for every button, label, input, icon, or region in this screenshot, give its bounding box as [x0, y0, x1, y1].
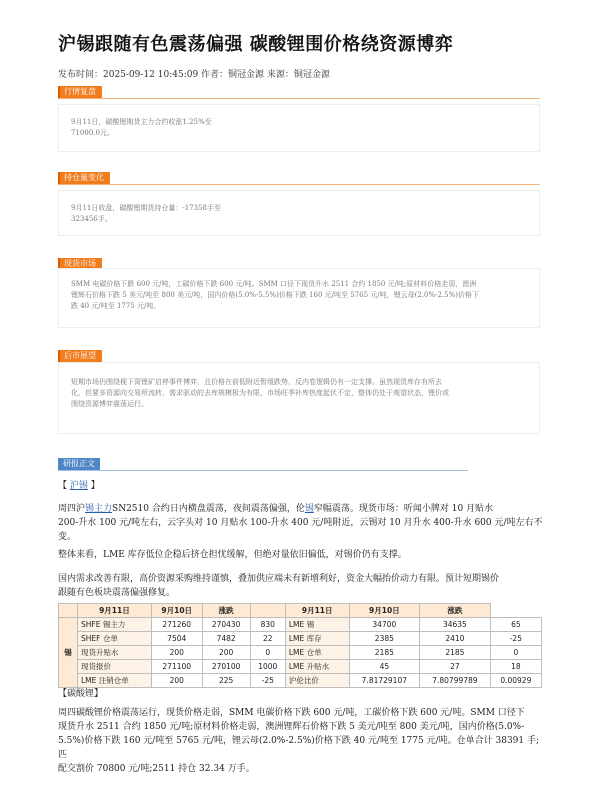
section-tag-market-review: 行情复盘 [58, 86, 102, 98]
table-cell: 200 [151, 674, 202, 688]
para-line: 变。 [58, 532, 77, 542]
table-row-label: LME 仓单 [285, 646, 349, 660]
table-cell: 22 [250, 632, 285, 646]
bracket-open: 【 [58, 481, 68, 491]
table-row-label: LME 锡 [285, 618, 349, 632]
page-title: 沪锡跟随有色震荡偏强 碳酸锂围价格绕资源博弈 [58, 34, 454, 55]
section-text-line: 围绕资源博弈震荡运行。 [71, 400, 148, 408]
para-line: 配交割价 70800 元/吨;2511 持仓 32.34 万手。 [58, 764, 255, 774]
section-box-spot-market [58, 268, 540, 328]
table-cell: 27 [420, 660, 491, 674]
para-line: 200-升水 100 元/吨左右，云字头对 10 月贴水 100-升水 400 元/吨附近，云锡对 10 月升水 400-升水 600 元/吨左右不 [58, 518, 543, 528]
table-cell: -25 [250, 674, 285, 688]
table-row [59, 674, 542, 688]
section-divider [58, 184, 540, 185]
table-cell: 270100 [202, 660, 250, 674]
tin-heading-link[interactable]: 沪锡 [69, 481, 88, 491]
table-row [59, 660, 542, 674]
section-tag-outlook: 后市展望 [58, 350, 102, 362]
table-cell: 7504 [151, 632, 202, 646]
table-cell: 270430 [202, 618, 250, 632]
table-row [59, 632, 542, 646]
tin-paragraph-1 [58, 502, 544, 544]
table-cell: 34635 [420, 618, 491, 632]
table-cell: -25 [490, 632, 541, 646]
table-side-label: 锡 [59, 618, 78, 688]
lme-tin-link[interactable]: 锡 [304, 504, 314, 514]
table-cell: 830 [250, 618, 285, 632]
section-text-line: 9月11日收盘，碳酸锂期货持仓量：-17358手至 [71, 204, 221, 212]
tin-heading [58, 478, 100, 491]
section-text-line: 锂辉石价格下跌 5 美元/吨至 800 美元/吨，国内价格(5.0%-5.5%)价格下跌 160 元/吨至 5765 元/吨，锂云母(2.0%-2.5%)价格下 [71, 291, 480, 299]
table-header: 9月11日 [285, 604, 349, 618]
table-cell: 271100 [151, 660, 202, 674]
text-span: SN2510 合约日内横盘震荡，夜间震荡偏强，伦 [112, 504, 305, 514]
section-text-line: 化，但要多资源向交易所流转，需求驱动的去库规模极为有限，市场旺季补库热度起伏不定，整体仍处于观望状态，锂价或 [71, 389, 449, 397]
section-text-line: 323456手。 [71, 215, 112, 223]
table-row-label: LME 升贴水 [285, 660, 349, 674]
para-line: 国内需求改善有限，高价资源采购维持谨慎，叠加供应端未有新增利好，资金大幅抬价动力有限。预计短期锡价 [58, 574, 500, 584]
table-cell: 225 [202, 674, 250, 688]
table-cell: 1000 [250, 660, 285, 674]
para-line: 5.5%)价格下跌 160 元/吨至 5765 元/吨，锂云母(2.0%-2.5%)价格下跌 40 元/吨至 1775 元/吨。仓单合计 38391 手;匹 [58, 736, 540, 760]
table-row-label: SHEF 仓单 [78, 632, 152, 646]
para-line [58, 502, 544, 516]
table-cell: 0 [250, 646, 285, 660]
tin-paragraph-3 [58, 572, 544, 600]
table-cell: 7482 [202, 632, 250, 646]
table-cell: 2185 [349, 646, 420, 660]
table-row-label: 沪伦比价 [285, 674, 349, 688]
table-cell: 200 [151, 646, 202, 660]
table-cell: 45 [349, 660, 420, 674]
section-text-line: SMM 电碳价格下跌 600 元/吨，工碳价格下跌 600 元/吨。SMM 口径下现货升水 2511 合约 1850 元/吨;原材料价格走弱，澳洲 [71, 280, 477, 288]
table-cell: 2410 [420, 632, 491, 646]
table-header: 9月11日 [78, 604, 152, 618]
table-cell: 7.81729107 [349, 674, 420, 688]
table-cell: 2385 [349, 632, 420, 646]
table-header: 9月10日 [151, 604, 202, 618]
section-text-line: 71000.0元。 [71, 129, 114, 137]
table-row-label: SHFE 锡主力 [78, 618, 152, 632]
table-row-label: 现货升贴水 [78, 646, 152, 660]
table-cell: 7.80799789 [420, 674, 491, 688]
para-line: 周四碳酸锂价格震荡运行，现货价格走弱，SMM 电碳价格下跌 600 元/吨，工碳价格下跌 600 元/吨。SMM 口径下 [58, 708, 525, 718]
section-text-line: 9月11日，碳酸锂期货主力合约收涨1.25%至 [71, 118, 212, 126]
para-line: 现货升水 2511 合约 1850 元/吨;原材料价格走弱，澳洲锂辉石价格下跌 5 美元/吨至 800 美元/吨，国内价格(5.0%- [58, 722, 525, 732]
table-cell: 0.00929 [490, 674, 541, 688]
table-header-row [59, 604, 542, 618]
table-cell: 200 [202, 646, 250, 660]
table-header: 涨跌 [420, 604, 491, 618]
table-header: 9月10日 [349, 604, 420, 618]
text-span: 周四沪 [58, 504, 86, 514]
tin-data-table [58, 603, 542, 688]
lithium-heading: 【碳酸锂】 [58, 689, 104, 699]
table-cell: 0 [490, 646, 541, 660]
para-line: 跟随有色板块震荡偏强修复。 [58, 588, 176, 598]
table-corner [59, 604, 78, 618]
section-text-line: 跌 40 元/吨至 1775 元/吨。 [71, 302, 161, 310]
lithium-paragraph [58, 706, 544, 776]
section-box-outlook [58, 362, 540, 434]
table-cell: 2185 [420, 646, 491, 660]
table-row [59, 618, 542, 632]
tin-paragraph-2: 整体来看，LME 库存低位企稳后挤仓担忧缓解，但绝对量依旧偏低，对锡价仍有支撑。 [58, 550, 407, 560]
section-tag-open-interest: 持仓量变化 [58, 172, 110, 184]
table-row [59, 646, 542, 660]
table-row-label: LME 库存 [285, 632, 349, 646]
table-cell: 34700 [349, 618, 420, 632]
table-row-label: 现货报价 [78, 660, 152, 674]
table-cell: 18 [490, 660, 541, 674]
publish-meta: 发布时间：2025-09-12 10:45:09 作者：铜冠金源 来源：铜冠金源 [58, 70, 330, 80]
table-cell: 271260 [151, 618, 202, 632]
section-box-open-interest [58, 190, 540, 236]
table-header [250, 604, 285, 618]
table-row-label: LME 注销仓单 [78, 674, 152, 688]
bracket-close: 】 [90, 481, 100, 491]
table-header: 涨跌 [202, 604, 250, 618]
research-body-tag: 研报正文 [58, 458, 100, 470]
text-span: 窄幅震荡。现货市场：听闻小牌对 10 月贴水 [313, 504, 494, 514]
section-tag-spot-market: 现货市场 [58, 258, 102, 270]
section-text-line: 短期市场仍围绕枧下窝锂矿启停事件博弈，且价格在前低附近暂缓跌势，反内卷逻辑仍有一定支撑。虽然现货库存有所去 [71, 378, 442, 386]
tin-main-contract-link[interactable]: 锡主力 [85, 504, 113, 514]
section-box-market-review [58, 104, 540, 152]
table-cell: 65 [490, 618, 541, 632]
research-body-divider [58, 470, 468, 471]
section-divider [58, 98, 540, 99]
